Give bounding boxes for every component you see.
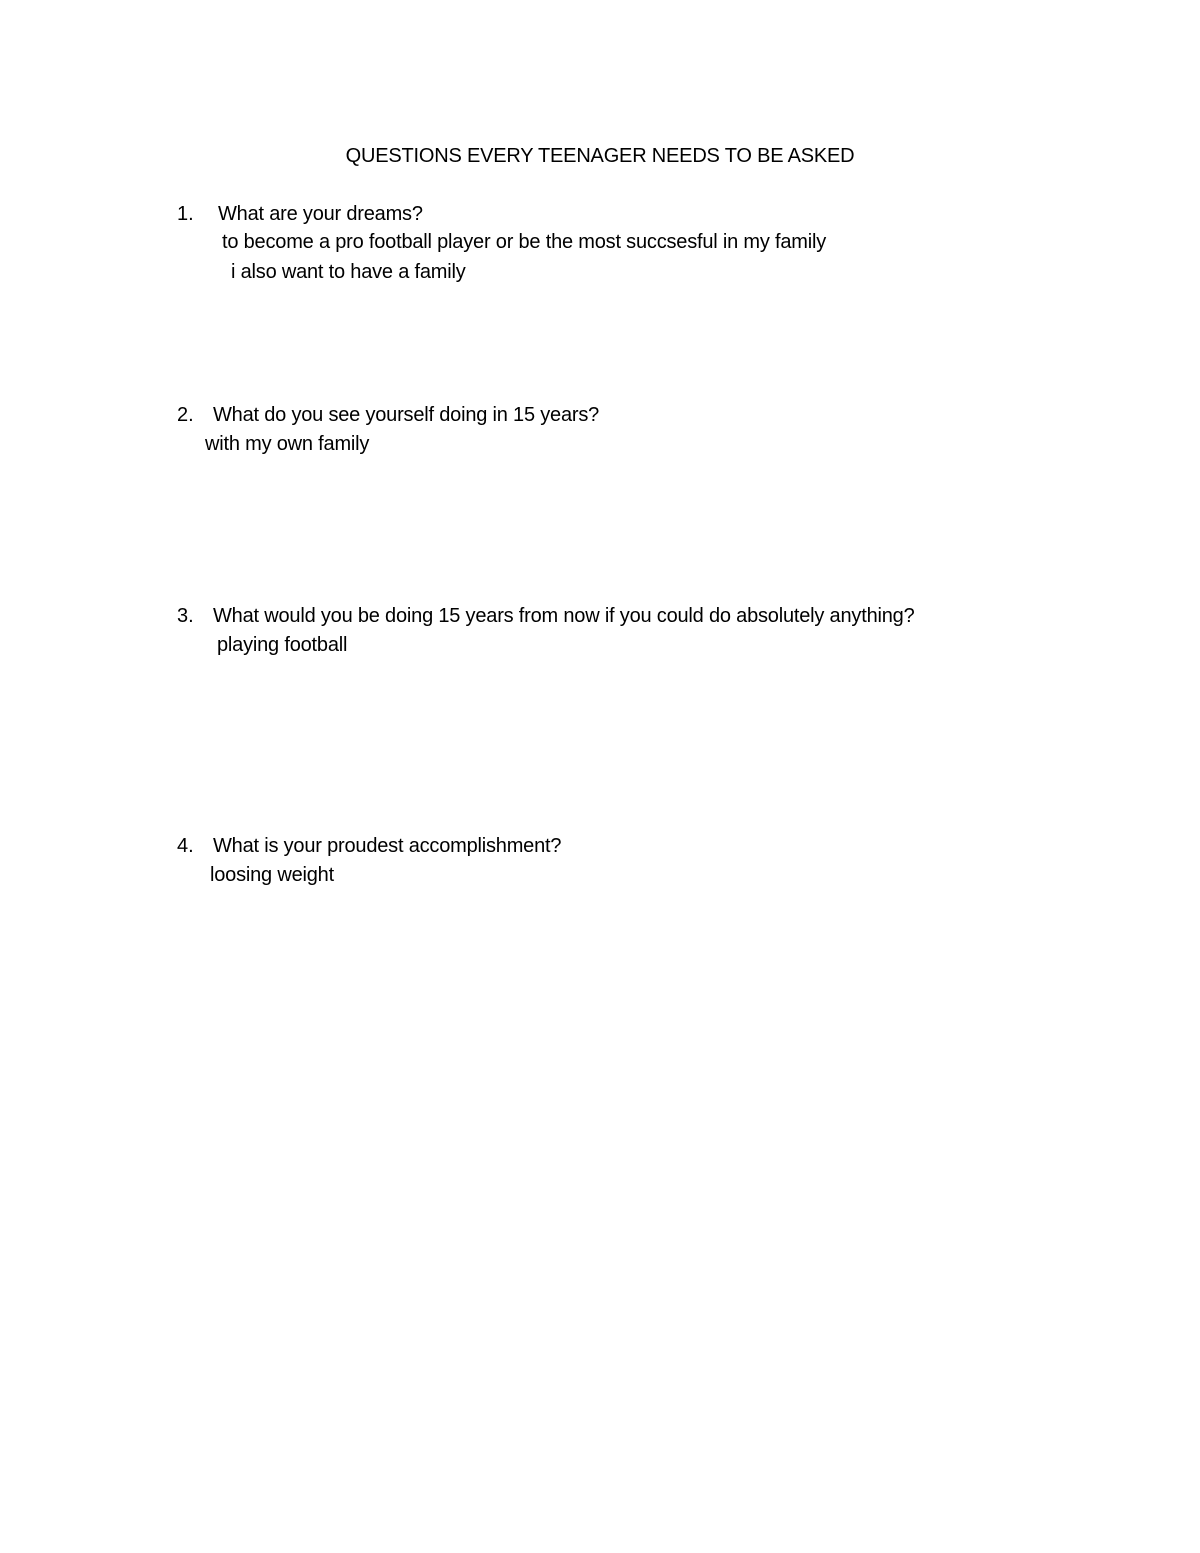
question-3-text: What would you be doing 15 years from now if you could do absolutely anything? — [213, 605, 915, 627]
question-2-answer-1: with my own family — [205, 433, 370, 455]
document-title: QUESTIONS EVERY TEENAGER NEEDS TO BE ASKED — [345, 145, 855, 167]
question-4-number: 4. — [177, 835, 194, 857]
question-4-answer-1: loosing weight — [210, 864, 334, 886]
question-3-answer-1: playing football — [217, 634, 348, 656]
question-1-text: What are your dreams? — [218, 203, 423, 225]
question-1-number: 1. — [177, 203, 194, 225]
question-2-text: What do you see yourself doing in 15 years? — [213, 404, 600, 426]
question-1-answer-2: i also want to have a family — [231, 261, 466, 283]
question-3-number: 3. — [177, 605, 194, 627]
question-4-text: What is your proudest accomplishment? — [213, 835, 562, 857]
question-2-number: 2. — [177, 404, 194, 426]
question-1-answer-1: to become a pro football player or be the most succsesful in my family — [222, 231, 827, 253]
